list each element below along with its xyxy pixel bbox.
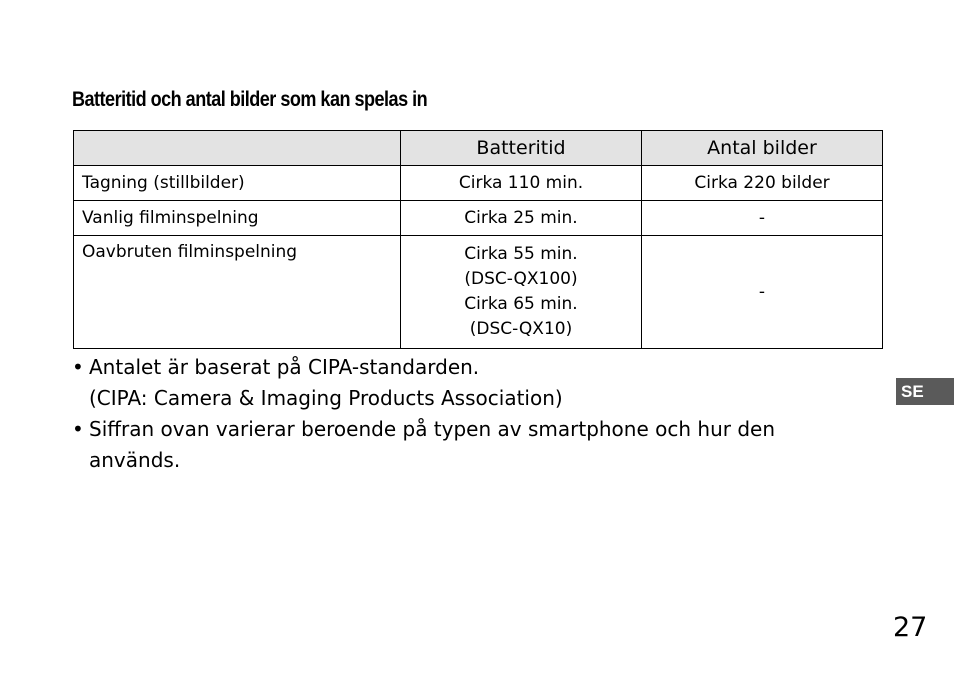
page-number: 27 bbox=[893, 612, 928, 643]
battery-time-cell bbox=[401, 201, 642, 236]
note-item bbox=[72, 414, 832, 476]
image-count-cell: - bbox=[642, 201, 883, 236]
table-row bbox=[74, 201, 883, 236]
bullet-icon: • bbox=[72, 417, 84, 441]
image-count-cell: Cirka 220 bilder bbox=[642, 166, 883, 201]
battery-time-line: Cirka 110 min. bbox=[458, 172, 584, 193]
note-line: (CIPA: Camera & Imaging Products Association) bbox=[89, 386, 563, 410]
row-label: Vanlig filminspelning bbox=[74, 201, 401, 236]
battery-time-line: Cirka 55 min. bbox=[464, 244, 578, 264]
note-line: Siffran ovan varierar beroende på typen av smartphone och hur den bbox=[89, 417, 776, 441]
battery-time-line: Cirka 25 min. bbox=[464, 207, 578, 228]
table-row bbox=[74, 236, 883, 349]
table-header-row bbox=[74, 131, 883, 166]
header-cell-image-count: Antal bilder bbox=[642, 131, 883, 166]
table-row bbox=[74, 166, 883, 201]
header-cell-empty bbox=[74, 131, 401, 166]
battery-time-cell bbox=[401, 236, 642, 349]
battery-time-cell bbox=[401, 166, 642, 201]
header-cell-battery-time: Batteritid bbox=[401, 131, 642, 166]
battery-time-line: (DSC-QX10) bbox=[469, 319, 573, 339]
language-tab: SE bbox=[896, 378, 954, 405]
battery-table bbox=[73, 130, 883, 349]
row-label: Tagning (stillbilder) bbox=[74, 166, 401, 201]
bullet-icon: • bbox=[72, 355, 84, 379]
battery-time-line: Cirka 65 min. bbox=[464, 294, 578, 314]
note-line: används. bbox=[89, 448, 181, 472]
image-count-cell: - bbox=[642, 236, 883, 349]
section-heading: Batteritid och antal bilder som kan spelas in bbox=[72, 88, 428, 111]
note-line: Antalet är baserat på CIPA-standarden. bbox=[89, 355, 480, 379]
battery-time-line: (DSC-QX100) bbox=[464, 269, 578, 289]
row-label: Oavbruten filminspelning bbox=[74, 236, 401, 349]
notes-list bbox=[72, 352, 832, 476]
note-item bbox=[72, 352, 832, 414]
